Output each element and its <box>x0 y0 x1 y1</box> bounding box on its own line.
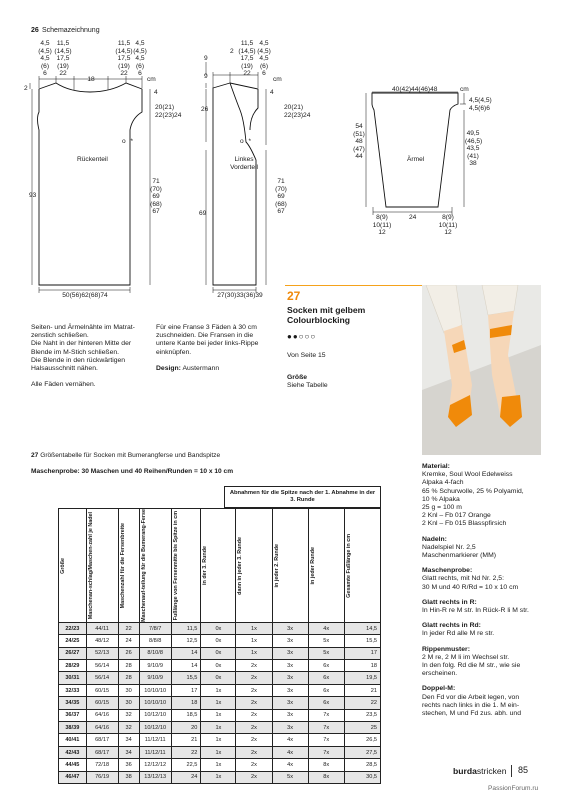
materials-line: Maschenmarkierer (MM) <box>422 552 497 560</box>
materials-line: Glatt rechts, mit Nd Nr. 2,5: <box>422 575 504 583</box>
table-cell: 26 <box>118 647 139 659</box>
table-cell: 4x <box>272 759 308 771</box>
table-row <box>59 709 381 721</box>
materials-section <box>422 536 547 561</box>
table-cell: 21 <box>344 684 380 696</box>
table-cell: 52/13 <box>86 647 118 659</box>
sleeve-label: Ärmel <box>407 156 425 163</box>
table-cell: 1x <box>236 647 272 659</box>
size-table <box>58 508 381 784</box>
table-cell: 25 <box>344 722 380 734</box>
finishing-p4: Alle Fäden vernähen. <box>31 381 96 389</box>
table-cell: 7x <box>308 746 344 758</box>
table-cell: 11/12/11 <box>139 734 171 746</box>
table-cell: 2x <box>236 672 272 684</box>
table-cell: 18,5 <box>171 709 201 721</box>
sleeve-left-length: 54 (51) 48 (47) 44 <box>353 123 365 161</box>
front-sizes: 11,5 (14,5) 17,5 (19) 22 <box>238 40 256 78</box>
table-cell: 14 <box>171 647 201 659</box>
table-row <box>59 734 381 746</box>
table-cell: 1x <box>201 746 236 758</box>
table-cell: 30/31 <box>59 672 87 684</box>
table-cell: 24/25 <box>59 635 87 647</box>
fringe-p1: Für eine Franse 3 Fäden à 30 cm zuschneiden. Die Fransen in die untere Kante bei jeder links-Rippe einknüpfen. <box>156 324 259 356</box>
back-armhole: 20(21) 22(23)24 <box>155 104 182 119</box>
table-cell: 64/16 <box>86 709 118 721</box>
back-left-sizes: 4,5 (4,5) 4,5 (6) 6 <box>38 40 52 78</box>
front-width: 27(30)33(36)39 <box>217 292 263 299</box>
table-cell: 2x <box>236 684 272 696</box>
table-cell: 22 <box>118 622 139 634</box>
table-cell: 0x <box>201 622 236 634</box>
table-cell: 0x <box>201 660 236 672</box>
table-cell: 30 <box>118 697 139 709</box>
table-cell: 48/12 <box>86 635 118 647</box>
materials-line: 2 Knl – Fb 015 Blasspfirsich <box>422 520 507 528</box>
materials-line: erscheinen. <box>422 670 458 678</box>
materials-line: Nadelspiel Nr. 2,5 <box>422 543 476 551</box>
table-cell: 18 <box>171 697 201 709</box>
front-length: 69 <box>199 210 207 217</box>
materials-line: Kremke, Soul Wool Edelweiss <box>422 471 513 479</box>
sleeve-right-length: 49,5 (46,5) 43,5 (41) 38 <box>465 130 483 168</box>
materials-section <box>422 463 547 529</box>
front-top-left: 2 <box>230 48 234 55</box>
back-shoulder-drop: 2 <box>24 85 28 92</box>
difficulty-rating: ●●○○○ <box>287 332 317 341</box>
table-cell: 5x <box>272 771 308 783</box>
table-cell: 0x <box>201 647 236 659</box>
table-row <box>59 746 381 758</box>
table-cell: 28,5 <box>344 759 380 771</box>
table-caption: 27 Größentabelle für Socken mit Bumerangferse und Bandspitze <box>31 452 221 459</box>
front-cm: cm <box>273 76 282 83</box>
front-side-length: 71 (70) 69 (68) 67 <box>275 178 287 216</box>
table-cell: 0x <box>201 635 236 647</box>
sock-photo <box>422 285 541 455</box>
table-cell: 38/39 <box>59 722 87 734</box>
table-cell: 3x <box>272 660 308 672</box>
design-label: Design: <box>156 364 181 372</box>
table-cell: 44/45 <box>59 759 87 771</box>
table-cell: 6x <box>308 697 344 709</box>
table-cell: 2x <box>236 734 272 746</box>
materials-section <box>422 685 547 718</box>
materials-line: 65 % Schurwolle, 25 % Polyamid, <box>422 487 524 495</box>
table-cell: 11/12/11 <box>139 746 171 758</box>
table-cell: 8x <box>308 759 344 771</box>
materials-line: stechen, M und Fd zus. abh. und <box>422 710 521 718</box>
table-cell: 60/15 <box>86 684 118 696</box>
table-cell: 0x <box>201 672 236 684</box>
table-cell: 7/8/7 <box>139 622 171 634</box>
back-cm: cm <box>147 76 156 83</box>
front-armhole-depth: 4 <box>270 89 274 96</box>
table-cell: 17 <box>171 684 201 696</box>
table-cell: 10/12/10 <box>139 709 171 721</box>
table-cell: 68/17 <box>86 746 118 758</box>
page-number: 85 <box>518 765 529 775</box>
table-cell: 9/10/9 <box>139 672 171 684</box>
table-cell: 1x <box>201 734 236 746</box>
table-cell: 3x <box>272 709 308 721</box>
table-cell: 4x <box>272 734 308 746</box>
table-cell: 1x <box>236 635 272 647</box>
back-right-mid-sizes: 11,5 (14,5) 17,5 (19) 22 <box>115 40 133 78</box>
table-cell: 32 <box>118 709 139 721</box>
sleeve-top: 40(42)44(46)48 <box>392 86 438 93</box>
table-cell: 2x <box>236 771 272 783</box>
materials-line: 10 % Alpaka <box>422 495 460 503</box>
table-cell: 23,5 <box>344 709 380 721</box>
front-neck-depth: 26 <box>201 106 209 113</box>
table-cell: 1x <box>236 622 272 634</box>
table-cell: 1x <box>201 697 236 709</box>
materials-section <box>422 567 547 592</box>
back-label: Rückenteil <box>77 156 108 163</box>
finishing-p3: Die Blende in den rückwärtigen Halsausschnitt nähen. <box>31 356 126 373</box>
table-row <box>59 684 381 696</box>
table-cell: 2x <box>236 759 272 771</box>
materials-line: In jeder Rd alle M re str. <box>422 630 495 638</box>
materials-heading: Nadeln: <box>422 535 447 543</box>
materials-line: 2 Knl – Fb 017 Orange <box>422 512 491 520</box>
materials-line: Den Fd vor die Arbeit legen, von <box>422 693 520 701</box>
back-width: 50(56)62(68)74 <box>62 292 108 299</box>
table-row <box>59 771 381 783</box>
back-marks: o * <box>122 138 134 145</box>
table-cell: 14 <box>171 660 201 672</box>
table-cell: 14,5 <box>344 622 380 634</box>
table-cell: 46/47 <box>59 771 87 783</box>
finishing-p1: Seiten- und Ärmelnähte im Matrat-zenstich schließen. <box>31 324 135 340</box>
schema-title-number: 26 <box>31 27 39 34</box>
back-length: 93 <box>29 192 37 199</box>
table-cell: 15,5 <box>344 635 380 647</box>
schema-title: Schemazeichnung <box>42 27 100 34</box>
table-cell: 7x <box>308 709 344 721</box>
table-cell: 8x <box>308 771 344 783</box>
table-cell: 2x <box>236 746 272 758</box>
table-cell: 26,5 <box>344 734 380 746</box>
table-cell: 26/27 <box>59 647 87 659</box>
back-right-sizes: 4,5 (4,5) 4,5 (6) 6 <box>133 40 147 78</box>
materials-line: 25 g = 100 m <box>422 504 462 512</box>
table-cell: 28 <box>118 672 139 684</box>
materials-line: In den folg. Rd die M str., wie sie <box>422 662 521 670</box>
table-cell: 3x <box>272 672 308 684</box>
table-cell: 1x <box>201 684 236 696</box>
table-cell: 9/10/9 <box>139 660 171 672</box>
table-cell: 42/43 <box>59 746 87 758</box>
sleeve-cm: cm <box>460 86 469 93</box>
materials-section <box>422 599 547 615</box>
back-neck-width: 18 <box>87 76 95 83</box>
table-row <box>59 722 381 734</box>
sleeve-cuff-width: 24 <box>409 214 417 221</box>
finishing-text <box>31 324 149 389</box>
table-row <box>59 759 381 771</box>
table-cell: 32 <box>118 722 139 734</box>
table-cell: 10/12/10 <box>139 722 171 734</box>
table-cell: 3x <box>272 722 308 734</box>
table-row <box>59 672 381 684</box>
front-right-sizes: 4,5 (4,5) 4,5 (6) 6 <box>257 40 271 78</box>
table-cell: 76/19 <box>86 771 118 783</box>
table-cell: 30,5 <box>344 771 380 783</box>
table-cell: 64/16 <box>86 722 118 734</box>
table-cell: 12/12/12 <box>139 759 171 771</box>
table-cell: 21 <box>171 734 201 746</box>
table-cell: 4x <box>308 622 344 634</box>
table-cell: 1x <box>201 722 236 734</box>
table-cell: 1x <box>201 759 236 771</box>
table-cell: 10/10/10 <box>139 697 171 709</box>
table-header-row: Größe Maschenan-schlag/Maschen-zahl je Nadel Maschenzahl für die Fersenbreite Maschenauf-teilung für die Bumerang-Ferse Fußlänge von Fersenmitte bis Spitze in cm in der 3. Runde dann in jeder 3. Runde in jeder 2. Runde in jeder Runde Gesamte Fußlänge in cm <box>59 509 381 623</box>
table-cell: 27,5 <box>344 746 380 758</box>
table-cell: 3x <box>272 684 308 696</box>
size-heading: Größe <box>287 374 308 381</box>
table-cell: 68/17 <box>86 734 118 746</box>
table-cell: 3x <box>272 647 308 659</box>
materials-line: In Hin-R re M str. In Rück-R li M str. <box>422 607 529 615</box>
table-cell: 7x <box>308 722 344 734</box>
table-cell: 22 <box>344 697 380 709</box>
table-cell: 15,5 <box>171 672 201 684</box>
table-cell: 8/10/8 <box>139 647 171 659</box>
table-row <box>59 635 381 647</box>
back-armhole-depth: 4 <box>154 89 158 96</box>
table-cell: 5x <box>308 647 344 659</box>
front-armhole: 20(21) 22(23)24 <box>284 104 311 119</box>
table-cell: 28 <box>118 660 139 672</box>
table-row <box>59 622 381 634</box>
footer-divider <box>511 765 512 777</box>
table-cell: 18 <box>344 660 380 672</box>
table-cell: 17 <box>344 647 380 659</box>
table-row <box>59 697 381 709</box>
materials-heading: Glatt rechts in R: <box>422 598 477 606</box>
table-cell: 30 <box>118 684 139 696</box>
table-cell: 12,5 <box>171 635 201 647</box>
materials-line: Alpaka 4-fach <box>422 479 464 487</box>
table-cell: 1x <box>201 709 236 721</box>
table-cell: 8/8/8 <box>139 635 171 647</box>
footer-brand: burdastricken <box>453 766 507 776</box>
materials-line: 30 M und 40 R/Rd = 10 x 10 cm <box>422 583 519 591</box>
table-cell: 11,5 <box>171 622 201 634</box>
table-cell: 56/14 <box>86 660 118 672</box>
materials-line: 2 M re, 2 M li im Wechsel str. <box>422 653 510 661</box>
front-neck-left: 9 <box>204 55 208 62</box>
article-title: Socken mit gelbem Colourblocking <box>287 305 366 325</box>
materials-heading: Glatt rechts in Rd: <box>422 622 481 630</box>
table-cell: 6x <box>308 684 344 696</box>
back-side-length: 71 (70) 69 (68) 67 <box>150 178 162 216</box>
table-cell: 56/14 <box>86 672 118 684</box>
table-cell: 36/37 <box>59 709 87 721</box>
table-row <box>59 660 381 672</box>
table-cell: 3x <box>272 622 308 634</box>
front-label: Linkes Vorderteil <box>230 156 258 171</box>
back-mid-sizes: 11,5 (14,5) 17,5 (19) 22 <box>54 40 72 78</box>
finishing-p2: Die Naht in der hinteren Mitte der Blende im M-Stich schließen. <box>31 340 132 356</box>
front-neck-left2: 9 <box>204 73 208 80</box>
table-cell: 22,5 <box>171 759 201 771</box>
group-header: Abnahmen für die Spitze nach der 1. Abnahme in der 3. Runde <box>224 486 381 508</box>
table-cell: 2x <box>236 709 272 721</box>
table-cell: 32/33 <box>59 684 87 696</box>
table-cell: 34/35 <box>59 697 87 709</box>
sleeve-outline <box>372 93 458 207</box>
front-marks: o * <box>240 138 252 145</box>
sleeve-cuff-right: 8(9) 10(11) 12 <box>438 214 458 237</box>
table-cell: 3x <box>272 697 308 709</box>
table-cell: 1x <box>201 771 236 783</box>
table-cell: 2x <box>236 697 272 709</box>
materials-section <box>422 646 547 679</box>
table-cell: 4x <box>272 746 308 758</box>
table-cell: 20 <box>171 722 201 734</box>
materials-text <box>422 463 547 725</box>
table-cell: 19,5 <box>344 672 380 684</box>
table-cell: 34 <box>118 746 139 758</box>
table-cell: 10/10/10 <box>139 684 171 696</box>
design-value: Austermann <box>182 364 220 372</box>
materials-line: rechts nach links in die 1. M ein- <box>422 701 520 709</box>
table-cell: 28/29 <box>59 660 87 672</box>
table-cell: 60/15 <box>86 697 118 709</box>
table-cell: 24 <box>171 771 201 783</box>
fringe-text <box>156 324 274 373</box>
table-cell: 7x <box>308 734 344 746</box>
size-text: Siehe Tabelle <box>287 382 328 389</box>
table-cell: 6x <box>308 660 344 672</box>
table-cell: 6x <box>308 672 344 684</box>
sleeve-cuff-left: 8(9) 10(11) 12 <box>372 214 392 237</box>
table-cell: 5x <box>308 635 344 647</box>
article-number: 27 <box>287 289 301 303</box>
sleeve-cap: 4,5(4,5) 4,5(6)6 <box>469 97 492 112</box>
materials-heading: Material: <box>422 463 450 470</box>
table-cell: 2x <box>236 660 272 672</box>
table-cell: 24 <box>118 635 139 647</box>
table-cell: 2x <box>236 722 272 734</box>
from-page: Von Seite 15 <box>287 352 326 359</box>
materials-heading: Rippenmuster: <box>422 645 470 653</box>
table-gauge: Maschenprobe: 30 Maschen und 40 Reihen/Runden = 10 x 10 cm <box>31 468 234 475</box>
table-cell: 44/11 <box>86 622 118 634</box>
table-cell: 38 <box>118 771 139 783</box>
table-cell: 13/12/13 <box>139 771 171 783</box>
materials-heading: Doppel-M: <box>422 685 456 693</box>
table-cell: 22/23 <box>59 622 87 634</box>
table-cell: 36 <box>118 759 139 771</box>
materials-heading: Maschenprobe: <box>422 567 473 575</box>
table-cell: 3x <box>272 635 308 647</box>
table-cell: 34 <box>118 734 139 746</box>
table-cell: 72/18 <box>86 759 118 771</box>
watermark: PassionForum.ru <box>488 785 539 792</box>
materials-section <box>422 622 547 638</box>
table-row <box>59 647 381 659</box>
table-cell: 40/41 <box>59 734 87 746</box>
table-cell: 22 <box>171 746 201 758</box>
